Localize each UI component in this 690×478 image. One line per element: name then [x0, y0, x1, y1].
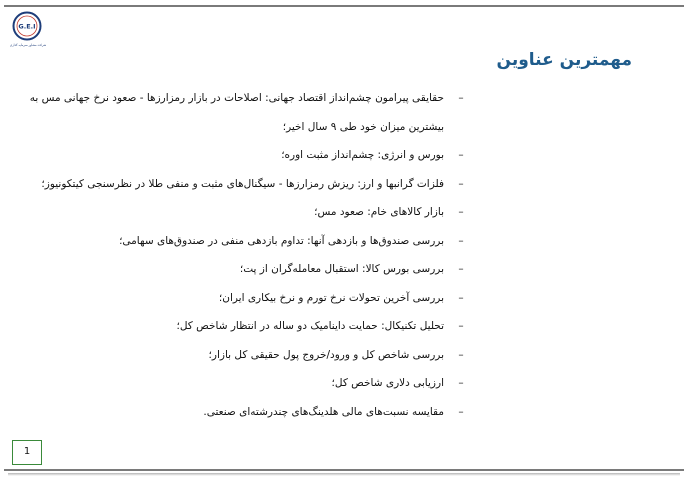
bullet-text: فلزات گرانبها و ارز: ریزش رمزارزها - سیگنال‌های مثبت و منفی طلا در نظرسنجی کیتکونیوز؛ — [41, 177, 444, 190]
bullet-dash: – — [458, 149, 464, 161]
bullet-dash: – — [458, 377, 464, 389]
bullet-item — [28, 398, 468, 427]
bullet-item — [28, 141, 468, 170]
bullet-item — [28, 227, 468, 256]
bullet-dash: – — [458, 234, 464, 247]
bullet-item — [28, 284, 468, 313]
bullet-dash: – — [458, 177, 464, 190]
bullet-item — [28, 84, 468, 141]
bullet-item — [28, 255, 468, 284]
page-number: 1 — [12, 440, 42, 465]
slide-frame-shadow — [8, 473, 680, 476]
bullet-item — [28, 198, 468, 227]
bullet-dash: – — [458, 92, 464, 104]
bullet-item — [28, 341, 468, 370]
bullet-item — [28, 170, 468, 199]
svg-text:G.E.I: G.E.I — [18, 22, 36, 31]
bullet-dash: – — [458, 291, 464, 304]
bullet-text: بازار کالاهای خام: صعود مس؛ — [314, 206, 444, 218]
bullet-text: بورس و انرژی: چشم‌انداز مثبت اوره؛ — [281, 149, 444, 161]
bullet-text: ارزیابی دلاری شاخص کل؛ — [331, 377, 444, 389]
logo-caption: شرکت مشاور سرمایه گذاری — [9, 43, 47, 47]
bullet-dash: – — [458, 320, 464, 332]
bullet-dash: – — [458, 206, 464, 218]
bullet-list — [28, 84, 468, 426]
bullet-text: مقایسه نسبت‌های مالی هلدینگ‌های چندرشته‌ای صنعتی. — [203, 405, 444, 418]
bullet-item — [28, 312, 468, 341]
slide-title: مهمترین عناوین — [496, 50, 632, 70]
bullet-dash: – — [458, 348, 464, 361]
bullet-text: بررسی شاخص کل و ورود/خروج پول حقیقی کل بازار؛ — [208, 348, 444, 361]
bullet-dash: – — [458, 263, 464, 275]
gei-logo-icon — [12, 11, 42, 41]
bullet-text: بررسی آخرین تحولات نرخ تورم و نرخ بیکاری ایران؛ — [218, 291, 444, 304]
bullet-text: تحلیل تکنیکال: حمایت داینامیک دو ساله در انتظار شاخص کل؛ — [176, 320, 444, 332]
bullet-item — [28, 369, 468, 398]
bullet-text: بررسی بورس کالا: استقبال معامله‌گران از پت؛ — [239, 263, 444, 275]
bullet-text: بررسی صندوق‌ها و بازدهی آنها: تداوم بازدهی منفی در صندوق‌های سهامی؛ — [119, 234, 444, 247]
bullet-text: حقایقی پیرامون چشم‌انداز اقتصاد جهانی: اصلاحات در بازار رمزارزها - صعود نرخ جهانی مس به بیشترین میزان خود طی ۹ سال اخیر؛ — [29, 92, 444, 133]
bullet-dash: – — [458, 405, 464, 418]
